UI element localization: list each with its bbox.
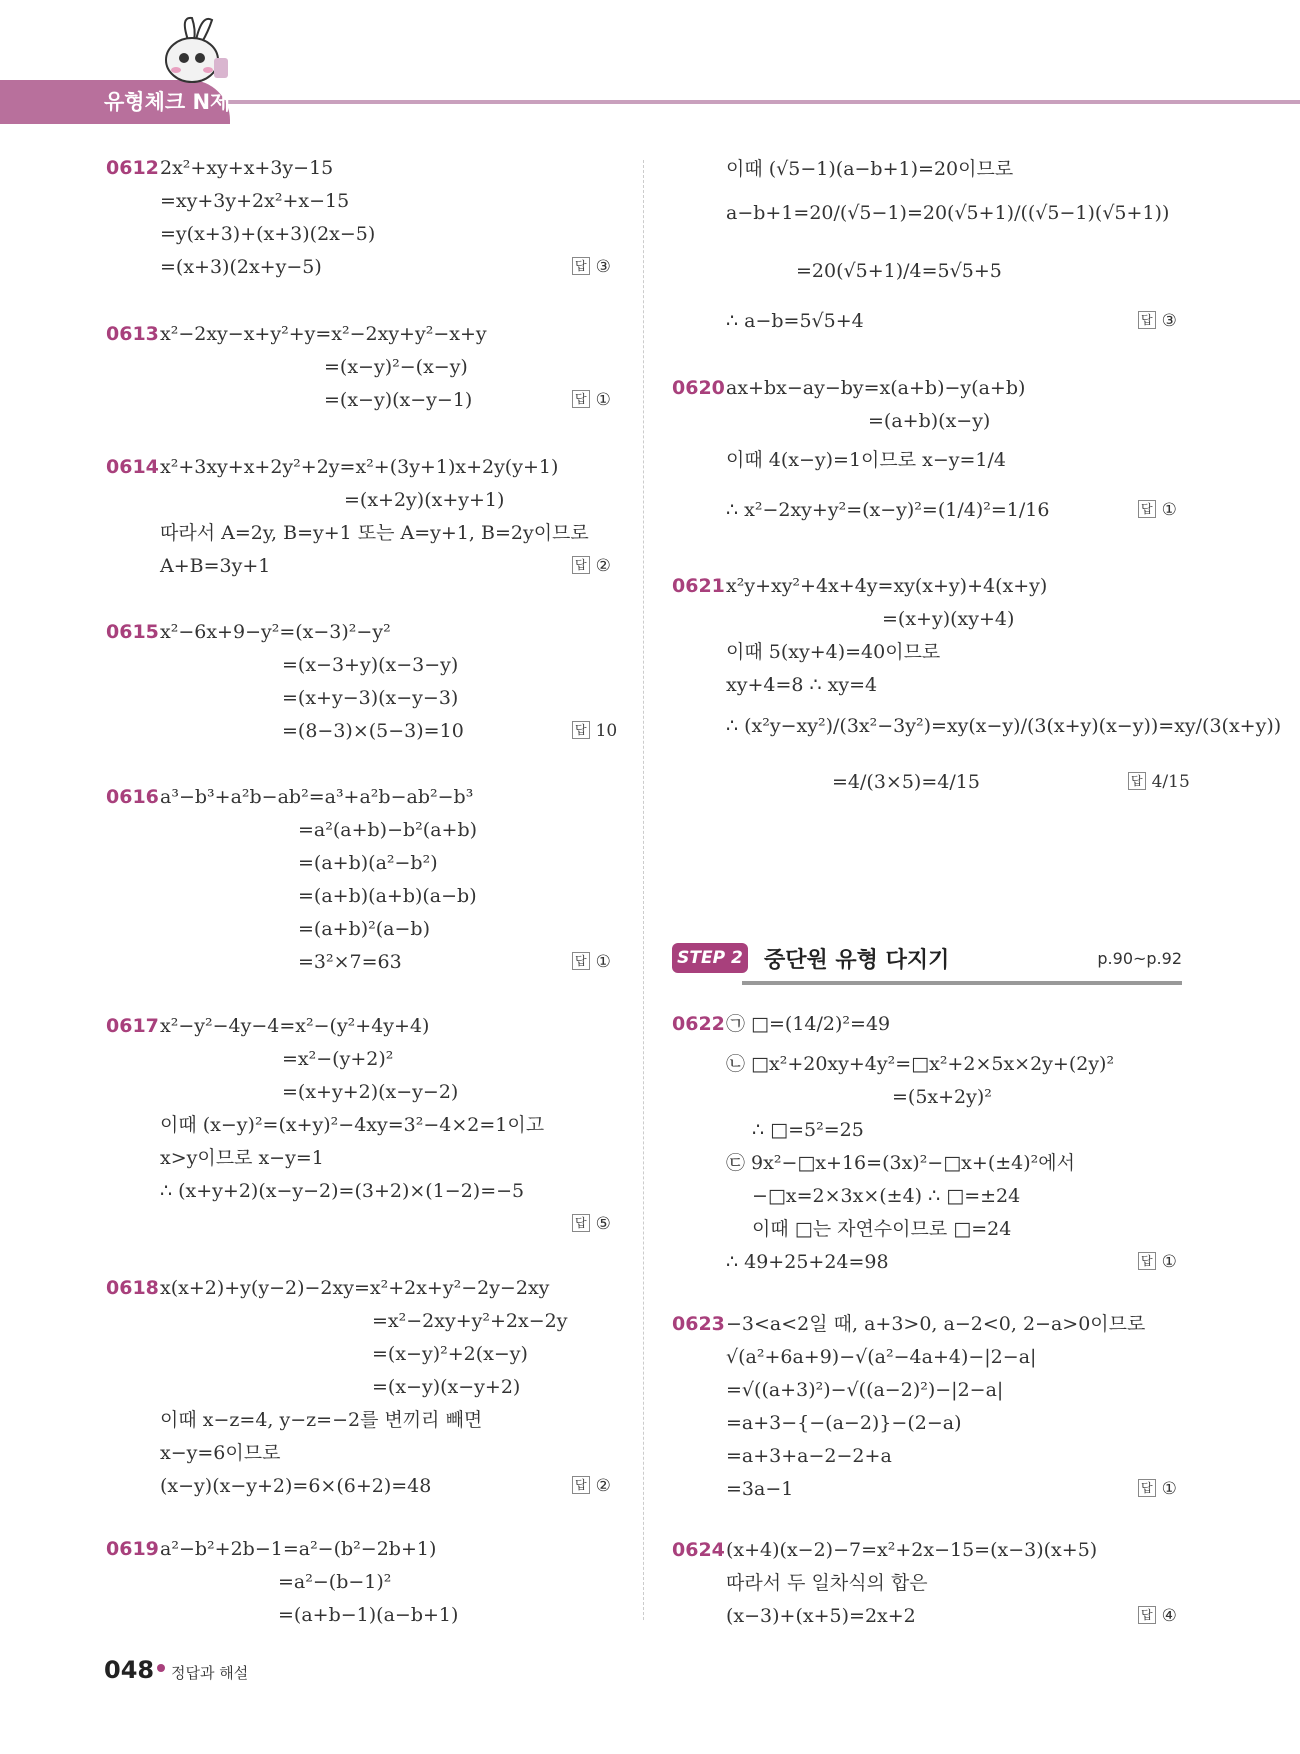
answer-value: ①	[595, 952, 611, 972]
solution-line: =(x+3)(2x+y−5)	[160, 256, 322, 278]
solution-line: =x²−2xy+y²+2x−2y	[372, 1310, 568, 1332]
solution-line: =y(x+3)+(x+3)(2x−5)	[160, 223, 376, 245]
solution-line: =20(√5+1)/4=5√5+5	[796, 260, 1002, 282]
answer-tag: 답	[572, 952, 590, 970]
answer	[1138, 494, 1177, 527]
solution-line: =(x−y)(x−y+2)	[372, 1376, 521, 1398]
answer-value: 10	[595, 721, 618, 741]
problem-number: 0624	[672, 1539, 725, 1561]
solution-line: A+B=3y+1	[160, 555, 271, 577]
answer-tag: 답	[1138, 1252, 1156, 1270]
problem-number: 0618	[106, 1277, 159, 1299]
step-pages: p.90~p.92	[1097, 949, 1182, 968]
footer-label: 정답과 해설	[171, 1664, 249, 1682]
answer-value: ②	[595, 1476, 611, 1496]
solution-line: √(a²+6a+9)−√(a²−4a+4)−|2−a|	[726, 1346, 1037, 1368]
solution-line: ax+bx−ay−by=x(a+b)−y(a+b)	[726, 377, 1026, 399]
answer-tag: 답	[572, 257, 590, 275]
solution-line: ∴ (x+y+2)(x−y−2)=(3+2)×(1−2)=−5	[160, 1180, 525, 1202]
answer-value: ④	[1161, 1606, 1177, 1626]
solution-line: =(a+b)(x−y)	[868, 410, 991, 432]
solution-line: =(a+b)(a+b)(a−b)	[298, 885, 477, 907]
answer	[572, 384, 611, 417]
solution-line: (x+4)(x−2)−7=x²+2x−15=(x−3)(x+5)	[726, 1539, 1098, 1561]
answer-tag: 답	[572, 1476, 590, 1494]
answer-tag: 답	[572, 390, 590, 408]
solution-line: 따라서 A=2y, B=y+1 또는 A=y+1, B=2y이므로	[160, 522, 589, 544]
solution-line: 따라서 두 일차식의 합은	[726, 1572, 928, 1594]
solution-line: 이때 4(x−y)=1이므로 x−y=1/4	[726, 449, 1007, 471]
solution-line: =xy+3y+2x²+x−15	[160, 190, 350, 212]
problem-number: 0619	[106, 1538, 159, 1560]
solution-line: =(x−y)(x−y−1)	[324, 389, 473, 411]
solution-line: ∴ a−b=5√5+4	[726, 310, 864, 332]
solution-line: −□x=2×3x×(±4) ∴ □=±24	[752, 1185, 1021, 1207]
answer	[572, 251, 611, 284]
solution-line: ∴ (x²y−xy²)/(3x²−3y²)=xy(x−y)/(3(x+y)(x−y))=xy/(3(x+y))	[726, 715, 1282, 737]
solution-line: =(x+y)(xy+4)	[882, 608, 1015, 630]
solution-line: 2x²+xy+x+3y−15	[160, 157, 334, 179]
solution-line: a³−b³+a²b−ab²=a³+a²b−ab²−b³	[160, 786, 474, 808]
answer	[1128, 766, 1190, 799]
answer	[1138, 1473, 1177, 1506]
solution-line: =(a+b−1)(a−b+1)	[278, 1604, 459, 1626]
problem-number: 0620	[672, 377, 725, 399]
step-header	[672, 935, 1182, 985]
answer	[572, 1208, 611, 1241]
answer-value: ①	[1161, 500, 1177, 520]
solution-line: =(a+b)²(a−b)	[298, 918, 431, 940]
solution-line: =(x−y)²+2(x−y)	[372, 1343, 528, 1365]
answer	[572, 715, 617, 748]
solution-line: 이때 x−z=4, y−z=−2를 변끼리 빼면	[160, 1409, 483, 1431]
answer-value: ⑤	[595, 1214, 611, 1234]
solution-line: x(x+2)+y(y−2)−2xy=x²+2x+y²−2y−2xy	[160, 1277, 550, 1299]
answer-value: 4/15	[1151, 772, 1190, 792]
solution-line: ∴ x²−2xy+y²=(x−y)²=(1/4)²=1/16	[726, 499, 1050, 521]
answer-tag: 답	[572, 721, 590, 739]
page-number: 048	[104, 1656, 155, 1684]
answer-tag: 답	[1138, 1606, 1156, 1624]
solution-line: =a²(a+b)−b²(a+b)	[298, 819, 478, 841]
answer-tag: 답	[572, 1214, 590, 1232]
column-divider	[643, 160, 644, 1620]
answer	[1138, 1600, 1177, 1633]
solution-line: 이때 □는 자연수이므로 □=24	[752, 1218, 1012, 1240]
solution-line: =a+3−{−(a−2)}−(2−a)	[726, 1412, 962, 1434]
solution-line: 이때 5(xy+4)=40이므로	[726, 641, 941, 663]
answer	[572, 550, 611, 583]
solution-line: =(x−y)²−(x−y)	[324, 356, 468, 378]
solution-line: =(x−3+y)(x−3−y)	[282, 654, 459, 676]
solution-line: =x²−(y+2)²	[282, 1048, 394, 1070]
solution-line: 이때 (x−y)²=(x+y)²−4xy=3²−4×2=1이고	[160, 1114, 545, 1136]
solution-line: 이때 (√5−1)(a−b+1)=20이므로	[726, 158, 1014, 180]
answer-value: ③	[1161, 311, 1177, 331]
solution-line: a²−b²+2b−1=a²−(b²−2b+1)	[160, 1538, 437, 1560]
solution-line: ㉠ □=(14/2)²=49	[726, 1013, 891, 1035]
solution-line: (x−y)(x−y+2)=6×(6+2)=48	[160, 1475, 432, 1497]
solution-line: =(a+b)(a²−b²)	[298, 852, 438, 874]
answer	[572, 946, 611, 979]
solution-line: =(8−3)×(5−3)=10	[282, 720, 464, 742]
solution-line: =3a−1	[726, 1478, 794, 1500]
solution-line: x²−y²−4y−4=x²−(y²+4y+4)	[160, 1015, 430, 1037]
answer-tag: 답	[1138, 311, 1156, 329]
solution-line: ㉡ □x²+20xy+4y²=□x²+2×5x×2y+(2y)²	[726, 1053, 1115, 1075]
problem-number: 0623	[672, 1313, 725, 1335]
solution-line: ∴ □=5²=25	[752, 1119, 864, 1141]
problem-number: 0616	[106, 786, 159, 808]
answer-value: ②	[595, 556, 611, 576]
answer	[1138, 305, 1177, 338]
solution-line: ㉢ 9x²−□x+16=(3x)²−□x+(±4)²에서	[726, 1152, 1075, 1174]
solution-line: x²+3xy+x+2y²+2y=x²+(3y+1)x+2y(y+1)	[160, 456, 559, 478]
solution-line: ∴ 49+25+24=98	[726, 1251, 889, 1273]
problem-number: 0612	[106, 157, 159, 179]
problem-number: 0621	[672, 575, 725, 597]
answer-value: ①	[1161, 1252, 1177, 1272]
solution-line: =(x+y−3)(x−y−3)	[282, 687, 459, 709]
solution-line: (x−3)+(x+5)=2x+2	[726, 1605, 916, 1627]
solution-line: x²−2xy−x+y²+y=x²−2xy+y²−x+y	[160, 323, 487, 345]
solution-line: x>y이므로 x−y=1	[160, 1147, 324, 1169]
solution-line: x²−6x+9−y²=(x−3)²−y²	[160, 621, 391, 643]
answer-value: ①	[595, 390, 611, 410]
solution-line: =(x+2y)(x+y+1)	[344, 489, 505, 511]
answer-tag: 답	[572, 556, 590, 574]
solution-line: xy+4=8 ∴ xy=4	[726, 674, 878, 696]
header-title: 유형체크 N제	[104, 90, 231, 114]
answer-tag: 답	[1138, 1479, 1156, 1497]
mascot-icon	[150, 14, 232, 92]
problem-number: 0613	[106, 323, 159, 345]
solution-line: =√((a+3)²)−√((a−2)²)−|2−a|	[726, 1379, 1004, 1401]
step-rule	[742, 981, 1182, 985]
problem-number: 0622	[672, 1013, 725, 1035]
answer-value: ①	[1161, 1479, 1177, 1499]
step-badge: STEP 2	[672, 943, 748, 973]
solution-line: =(5x+2y)²	[892, 1086, 992, 1108]
footer-bullet	[157, 1664, 165, 1672]
solution-line: =4/(3×5)=4/15	[832, 771, 980, 793]
answer-value: ③	[595, 257, 611, 277]
step-title: 중단원 유형 다지기	[764, 948, 950, 973]
problem-number: 0615	[106, 621, 159, 643]
solution-line: =a+3+a−2−2+a	[726, 1445, 892, 1467]
answer	[1138, 1246, 1177, 1279]
answer-tag: 답	[1128, 772, 1146, 790]
solution-line: x−y=6이므로	[160, 1442, 281, 1464]
answer	[572, 1470, 611, 1503]
solution-line: −3<a<2일 때, a+3>0, a−2<0, 2−a>0이므로	[726, 1313, 1146, 1335]
problem-number: 0617	[106, 1015, 159, 1037]
solution-line: =3²×7=63	[298, 951, 402, 973]
answer-tag: 답	[1138, 500, 1156, 518]
solution-line: =a²−(b−1)²	[278, 1571, 392, 1593]
solution-line: x²y+xy²+4x+4y=xy(x+y)+4(x+y)	[726, 575, 1048, 597]
solution-line: a−b+1=20/(√5−1)=20(√5+1)/((√5−1)(√5+1))	[726, 202, 1170, 224]
problem-number: 0614	[106, 456, 159, 478]
solution-line: =(x+y+2)(x−y−2)	[282, 1081, 459, 1103]
